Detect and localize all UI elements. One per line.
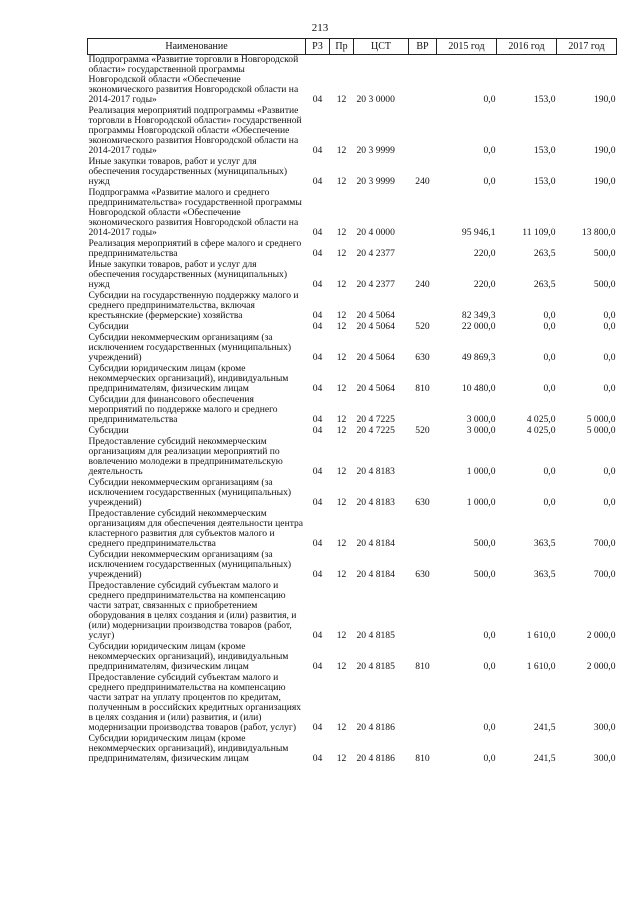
row-vr: 520	[415, 321, 430, 332]
row-2015: 22 000,0	[461, 321, 496, 332]
row-rz: 04	[312, 279, 323, 290]
row-2016: 0,0	[543, 383, 556, 394]
row-2017: 700,0	[593, 538, 616, 549]
table-row	[88, 734, 617, 765]
row-2016: 153,0	[533, 176, 556, 187]
row-pr: 12	[336, 538, 347, 549]
row-cst: 20 4 2377	[356, 248, 395, 259]
row-name: Реализация мероприятий в сфере малого и среднего предпринимательства	[88, 238, 302, 259]
row-pr: 12	[336, 383, 347, 394]
row-vr	[409, 395, 437, 426]
row-2017: 13 800,0	[581, 227, 616, 238]
table-row	[88, 188, 617, 239]
row-rz: 04	[312, 569, 323, 580]
table-row	[88, 239, 617, 260]
row-2015: 500,0	[473, 538, 496, 549]
row-pr: 12	[336, 310, 347, 321]
row-rz: 04	[312, 466, 323, 477]
row-name: Подпрограмма «Развитие малого и среднего предпринимательства» государственной программы Новгородской области «Обеспечение экономического развития Новгородской области на 2014-2017 годы»	[88, 187, 302, 238]
row-2015: 1 000,0	[466, 497, 496, 508]
row-2017: 300,0	[593, 753, 616, 764]
table-row	[88, 55, 617, 107]
row-cst: 20 4 8186	[356, 753, 395, 764]
row-rz: 04	[312, 753, 323, 764]
row-2015: 95 946,1	[461, 227, 496, 238]
row-cst: 20 4 8186	[356, 722, 395, 733]
row-pr: 12	[336, 753, 347, 764]
row-pr: 12	[336, 227, 347, 238]
row-rz: 04	[312, 722, 323, 733]
row-2015: 500,0	[473, 569, 496, 580]
header-name: Наименование	[88, 39, 306, 55]
row-2015: 220,0	[473, 279, 496, 290]
row-name: Субсидии некоммерческим организациям (за исключением государственных (муниципальных) учреждений)	[88, 477, 292, 508]
row-name: Субсидии на государственную поддержку малого и среднего предпринимательства, включая крестьянские (фермерские) хозяйства	[88, 290, 299, 321]
row-rz: 04	[312, 414, 323, 425]
row-pr: 12	[336, 569, 347, 580]
row-vr	[409, 188, 437, 239]
row-2015: 0,0	[483, 722, 496, 733]
row-2015: 220,0	[473, 248, 496, 259]
row-vr: 630	[415, 352, 430, 363]
row-2016: 0,0	[543, 310, 556, 321]
row-2016: 0,0	[543, 497, 556, 508]
row-pr: 12	[336, 145, 347, 156]
row-pr: 12	[336, 414, 347, 425]
row-cst: 20 4 5064	[356, 310, 395, 321]
row-2015: 82 349,3	[461, 310, 496, 321]
row-2016: 4 025,0	[526, 425, 556, 436]
row-name: Предоставление субсидий субъектам малого и среднего предпринимательства на компенсацию части затрат, связанных с приобретением оборудования в целях создания и (или) развития, и (или) модернизации производства товаров (работ, услуг)	[88, 580, 297, 641]
row-2017: 0,0	[603, 497, 616, 508]
row-pr: 12	[336, 248, 347, 259]
row-2016: 263,5	[533, 279, 556, 290]
row-cst: 20 4 8183	[356, 497, 395, 508]
row-2017: 190,0	[593, 145, 616, 156]
header-cst: ЦСТ	[354, 39, 409, 55]
row-2017: 0,0	[603, 466, 616, 477]
row-2015: 1 000,0	[466, 466, 496, 477]
header-2015: 2015 год	[437, 39, 497, 55]
table-row	[88, 550, 617, 581]
row-cst: 20 4 7225	[356, 425, 395, 436]
header-vr: ВР	[409, 39, 437, 55]
row-2016: 241,5	[533, 753, 556, 764]
row-2017: 190,0	[593, 94, 616, 105]
row-name: Субсидии юридическим лицам (кроме некоммерческих организаций), индивидуальным предпринимателям, физическим лицам	[88, 363, 289, 394]
row-rz: 04	[312, 497, 323, 508]
row-name: Реализация мероприятий подпрограммы «Развитие торговли в Новгородской области» государственной программы Новгородской области «Обеспечение экономического развития Новгородской области на 2014-2017 годы»	[88, 105, 302, 156]
row-cst: 20 4 5064	[356, 352, 395, 363]
header-rz: РЗ	[306, 39, 330, 55]
header-2016: 2016 год	[497, 39, 557, 55]
row-2017: 5 000,0	[586, 425, 616, 436]
table-row	[88, 364, 617, 395]
row-cst: 20 4 8183	[356, 466, 395, 477]
row-2017: 2 000,0	[586, 661, 616, 672]
row-vr	[409, 106, 437, 157]
row-2015: 0,0	[483, 753, 496, 764]
table-row	[88, 395, 617, 426]
row-name: Субсидии юридическим лицам (кроме некоммерческих организаций), индивидуальным предпринимателям, физическим лицам	[88, 733, 289, 764]
row-rz: 04	[312, 94, 323, 105]
row-cst: 20 4 8184	[356, 538, 395, 549]
row-2017: 190,0	[593, 176, 616, 187]
row-name: Предоставление субсидий некоммерческим организациям для реализации мероприятий по вовлечению молодежи в предпринимательскую деятельность	[88, 436, 283, 477]
row-name: Подпрограмма «Развитие торговли в Новгородской области» государственной программы Новгородской области «Обеспечение экономического развития Новгородской области на 2014-2017 годы»	[88, 54, 299, 105]
row-vr: 810	[415, 661, 430, 672]
row-2015: 0,0	[483, 176, 496, 187]
row-2016: 1 610,0	[526, 630, 556, 641]
row-vr	[409, 509, 437, 550]
header-pr: Пр	[330, 39, 354, 55]
row-name: Иные закупки товаров, работ и услуг для обеспечения государственных (муниципальных) нужд	[88, 259, 288, 290]
row-2015: 3 000,0	[466, 425, 496, 436]
row-vr	[409, 581, 437, 642]
row-2017: 700,0	[593, 569, 616, 580]
row-cst: 20 4 8184	[356, 569, 395, 580]
row-pr: 12	[336, 94, 347, 105]
row-vr: 240	[415, 176, 430, 187]
table-row	[88, 333, 617, 364]
row-vr	[409, 55, 437, 107]
table-row	[88, 260, 617, 291]
row-name: Предоставление субсидий некоммерческим организациям для обеспечения деятельности центра кластерного развития для субъектов малого и среднего предпринимательства	[88, 508, 304, 549]
row-cst: 20 3 9999	[356, 176, 395, 187]
row-pr: 12	[336, 497, 347, 508]
row-2016: 4 025,0	[526, 414, 556, 425]
row-rz: 04	[312, 425, 323, 436]
row-pr: 12	[336, 352, 347, 363]
row-cst: 20 4 5064	[356, 321, 395, 332]
row-pr: 12	[336, 722, 347, 733]
row-vr: 810	[415, 753, 430, 764]
row-name: Субсидии	[88, 321, 129, 332]
row-2017: 0,0	[603, 321, 616, 332]
row-vr	[409, 239, 437, 260]
row-cst: 20 3 0000	[356, 94, 395, 105]
row-2017: 2 000,0	[586, 630, 616, 641]
row-2017: 0,0	[603, 383, 616, 394]
row-2017: 0,0	[603, 352, 616, 363]
header-2017: 2017 год	[557, 39, 617, 55]
row-cst: 20 4 0000	[356, 227, 395, 238]
row-2016: 241,5	[533, 722, 556, 733]
row-rz: 04	[312, 321, 323, 332]
row-rz: 04	[312, 383, 323, 394]
row-cst: 20 4 5064	[356, 383, 395, 394]
row-2015: 0,0	[483, 630, 496, 641]
table-row	[88, 509, 617, 550]
table-row	[88, 581, 617, 642]
row-vr	[409, 437, 437, 478]
row-vr: 520	[415, 425, 430, 436]
row-vr: 630	[415, 497, 430, 508]
row-rz: 04	[312, 227, 323, 238]
row-2017: 0,0	[603, 310, 616, 321]
row-rz: 04	[312, 661, 323, 672]
row-2015: 49 869,3	[461, 352, 496, 363]
row-2016: 153,0	[533, 94, 556, 105]
row-2016: 11 109,0	[522, 227, 556, 238]
row-pr: 12	[336, 661, 347, 672]
row-2017: 5 000,0	[586, 414, 616, 425]
row-2016: 0,0	[543, 466, 556, 477]
row-2016: 153,0	[533, 145, 556, 156]
row-2016: 1 610,0	[526, 661, 556, 672]
row-rz: 04	[312, 145, 323, 156]
table-header	[88, 39, 617, 55]
row-name: Предоставление субсидий субъектам малого и среднего предпринимательства на компенсацию части затрат на уплату процентов по кредитам, полученным в российских кредитных организациях в целях создания и (или) развития, и (или) модернизации производства товаров (работ, услуг)	[88, 672, 302, 733]
row-2015: 10 480,0	[461, 383, 496, 394]
row-name: Субсидии для финансового обеспечения мероприятий по поддержке малого и среднего предпринимательства	[88, 394, 278, 425]
table-row	[88, 478, 617, 509]
row-pr: 12	[336, 176, 347, 187]
row-rz: 04	[312, 538, 323, 549]
row-vr: 810	[415, 383, 430, 394]
row-2015: 3 000,0	[466, 414, 496, 425]
row-pr: 12	[336, 279, 347, 290]
row-cst: 20 4 8185	[356, 630, 395, 641]
table-row	[88, 157, 617, 188]
row-cst: 20 3 9999	[356, 145, 395, 156]
row-cst: 20 4 8185	[356, 661, 395, 672]
row-2015: 0,0	[483, 94, 496, 105]
row-rz: 04	[312, 630, 323, 641]
row-name: Иные закупки товаров, работ и услуг для обеспечения государственных (муниципальных) нужд	[88, 156, 288, 187]
row-pr: 12	[336, 630, 347, 641]
row-rz: 04	[312, 176, 323, 187]
table-row	[88, 437, 617, 478]
row-cst: 20 4 7225	[356, 414, 395, 425]
row-vr	[409, 291, 437, 322]
row-2016: 363,5	[533, 538, 556, 549]
row-pr: 12	[336, 321, 347, 332]
row-rz: 04	[312, 352, 323, 363]
row-2017: 500,0	[593, 248, 616, 259]
row-2016: 263,5	[533, 248, 556, 259]
row-name: Субсидии	[88, 425, 129, 436]
row-name: Субсидии некоммерческим организациям (за исключением государственных (муниципальных) учреждений)	[88, 332, 292, 363]
table-row	[88, 673, 617, 734]
row-vr	[409, 673, 437, 734]
page-number: 213	[311, 22, 329, 34]
table-row	[88, 642, 617, 673]
row-rz: 04	[312, 310, 323, 321]
row-vr: 240	[415, 279, 430, 290]
row-2016: 0,0	[543, 352, 556, 363]
row-2017: 300,0	[593, 722, 616, 733]
row-2015: 0,0	[483, 661, 496, 672]
row-pr: 12	[336, 466, 347, 477]
row-2016: 0,0	[543, 321, 556, 332]
table-body	[88, 55, 617, 766]
row-rz: 04	[312, 248, 323, 259]
row-name: Субсидии юридическим лицам (кроме некоммерческих организаций), индивидуальным предпринимателям, физическим лицам	[88, 641, 289, 672]
row-cst: 20 4 2377	[356, 279, 395, 290]
row-name: Субсидии некоммерческим организациям (за исключением государственных (муниципальных) учреждений)	[88, 549, 292, 580]
row-pr: 12	[336, 425, 347, 436]
row-2017: 500,0	[593, 279, 616, 290]
budget-table	[87, 38, 617, 765]
row-2015: 0,0	[483, 145, 496, 156]
row-vr: 630	[415, 569, 430, 580]
table-row	[88, 106, 617, 157]
table-row	[88, 291, 617, 322]
row-2016: 363,5	[533, 569, 556, 580]
